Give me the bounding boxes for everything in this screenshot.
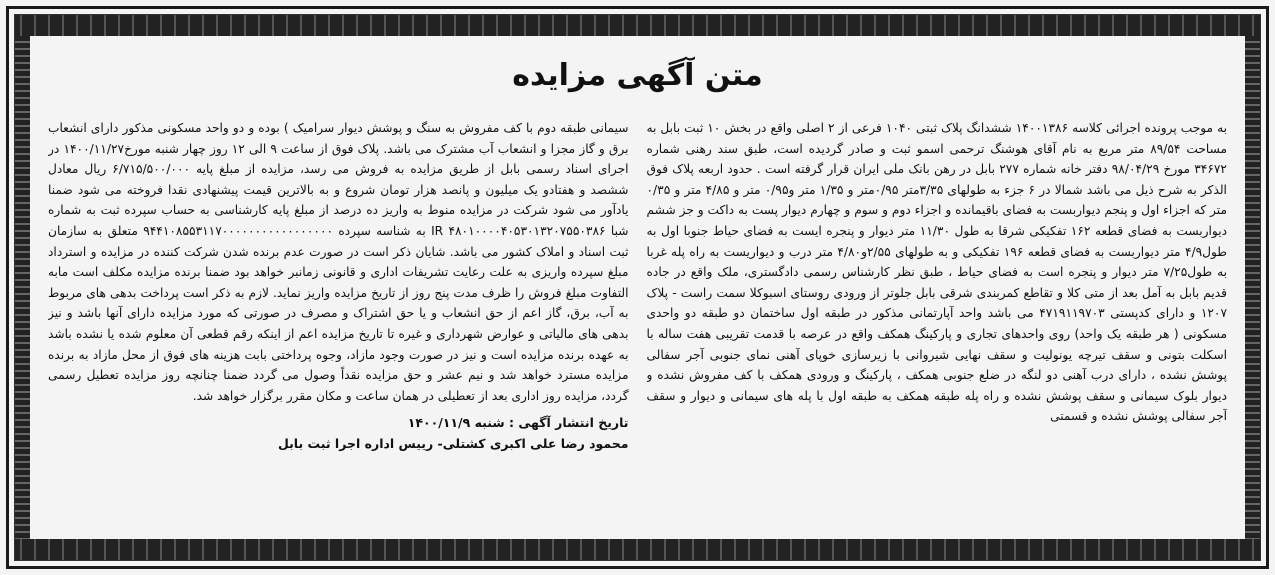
notice-title: متن آگهی مزایده [512,58,763,93]
signature-block [48,412,629,454]
left-column [48,118,629,535]
signatory: محمود رضا علی اکبری کشتلی- رییس اداره اجرا ثبت بابل [277,436,629,452]
right-column-text: به موجب پرونده اجرائی کلاسه ۱۴۰۰۱۳۸۶ ششدانگ پلاک ثبتی ۱۰۴۰ فرعی از ۲ اصلی واقع در بخش ۱۰ ثبت بابل به مساحت ۸۹/۵۴ متر مربع به نام آقای هوشنگ ترحمی اسمو ثبت و صادر گردیده است، طبق سند رهنی شماره ۳۴۶۷۲ مورخ ۹۸/۰۴/۲۹ دفتر خانه شماره ۲۷۷ بابل در رهن بانک ملی ایران قرار گرفته است . حدود اربعه پلاک فوق الذکر به شرح ذیل می باشد شمالا در ۶ جزء به طولهای ۳/۳۵متر ۰/۹۵متر و ۱/۳۵ متر و۰/۹۵ متر و ۴/۸۵ متر و ۰/۳۵ متر که اجزاء اول و پنجم دیواربست به فضای باقیمانده و اجزاء دوم و سوم و چهارم دیوار پست به داکت و جز ششم دیواربست به فضای قطعه ۱۶۲ تفکیکی شرقا به طول ۱۱/۳۰ متر دیوار و پنجره ایست به فضای حیاط جنوبا اول به طول۴/۹ متر دیواربست به فضای قطعه ۱۹۶ تفکیکی و به طولهای ۲/۵۵و۴/۸۰ متر درب و دیواریست به راه پله غربا به طول۷/۲۵ متر دیوار و پنجره است به فضای حیاط ، طبق نظر کارشناس رسمی دادگستری، ملک واقع در جاده قدیم بابل به آمل بعد از متی کلا و تقاطع کمربندی شرقی بابل جلوتر از ورودی روستای اسبوکلا سمت راست - پلاک ۱۲۰۷ و دارای کدپستی ۴۷۱۹۱۱۹۷۰۳ می باشد واحد آپارتمانی مذکور در طبقه اول ساختمان دو طبقه دو واحدی مسکونی ( هر طبقه یک واحد) روی واحدهای تجاری و پارکینگ همکف واقع در عرصه با قدمت تقریبی هفت ساله با اسکلت بتونی و سقف تیرچه یونولیت و سقف نهایی شیروانی با زیرسازی خوپای آهنی نمای جنوبی آجر سفالی پوشش نشده ، دارای درب آهنی دو لنگه در ضلع جنوبی همکف ، پارکینگ و ورودی همکف با کف مفروش نشده و دیوار بلوک سیمانی و سقف پوشش نشده و راه پله طبقه همکف به طبقه اول با پله های سیمانی و دیوار و سقف آجر سفالی پوشش نشده و قسمتی [646,121,1227,424]
publish-date: تاریخ انتشار آگهی : شنبه ۱۴۰۰/۱۱/۹ [407,415,629,431]
notice-body [48,118,1227,535]
right-column [647,118,1228,535]
left-column-text: سیمانی طبقه دوم با کف مفروش به سنگ و پوشش دیوار سرامیک ) بوده و دو واحد مسکونی مذکور دارای انشعاب برق و گاز مجزا و انشعاب آب مشترک می باشد. پلاک فوق از ساعت ۹ الی ۱۲ روز چهار شنبه مورخ۱۴۰۰/۱۱/۲۷ در اجرای اسناد رسمی بابل از طریق مزایده به فروش می رسد، مزایده از مبلغ پایه ۶/۷۱۵/۵۰۰/۰۰۰ ریال معادل ششصد و هفتادو یک میلیون و پانصد هزار تومان شروع و به بالاترین قیمت پیشنهادی نقدا فروخته می شود ضمنا یادآور می شود شرکت در مزایده منوط به واریز ده درصد از مبلغ پایه کارشناسی به حساب سپرده ثبت به شماره شبا IR ۴۸۰۱۰۰۰۰۴۰۵۳۰۱۳۲۰۷۵۵۰۳۸۶ به شناسه سپرده ۹۴۴۱۰۸۵۵۳۱۱۷۰۰۰۰۰۰۰۰۰۰۰۰۰۰۰۰۰ متعلق به سازمان ثبت اسناد و املاک کشور می باشد. شایان ذکر است در صورت عدم برنده شدن شرکت کننده در مزایده و استرداد مبلغ سپرده واریزی به علت رعایت تشریفات اداری و قانونی زمانبر خواهد بود ضمنا برنده مزایده مکلف است مابه التفاوت مبلغ فروش را ظرف مدت پنج روز از تاریخ مزایده واریز نماید. لازم به ذکر است پرداخت بدهی های مربوط به آب، برق، گاز اعم از حق انشعاب و یا حق اشتراک و مصرف در صورتی که مورد مزایده دارای آنها باشد و نیز بدهی های مالیاتی و عوارض شهرداری و غیره تا تاریخ مزایده اعم از اینکه رقم قطعی آن معلوم شده یا نشده باشد به عهده برنده مزایده است و نیز در صورت وجود مازاد، وجوه پرداختی بابت هزینه های فوق از محل مازاد به برنده مزایده مسترد خواهد شد و نیم عشر و حق مزایده نقداً وصول می گردد ضمنا چنانچه روز مزایده تعطیل رسمی گردد، مزایده روز اداری بعد از تعطیلی در همان ساعت و مکان مقرر برگزار خواهد شد. [48,121,629,403]
